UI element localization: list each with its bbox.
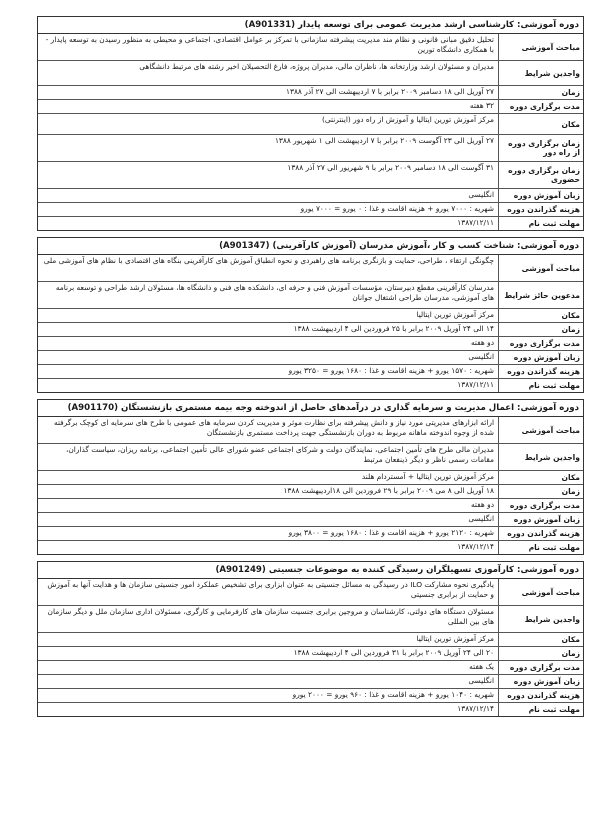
row-value: انگلیسی [468, 514, 494, 523]
row-value: مسئولان دستگاه های دولتی، کارشناسان و مروجین برابری جنسیت سازمان های کارفرمایی و کارگری، مسئولان اداری سازمان ملل و دیگر سازمان های بین المللی [47, 607, 494, 626]
row-label: زبان آموزش دوره [498, 513, 583, 526]
table-row [38, 647, 583, 661]
table-row [38, 86, 583, 100]
table-row [38, 485, 583, 499]
table-row [38, 633, 583, 647]
course-title: دوره آموزشی: اعمال مدیریت و سرمایه گذاری در درآمدهای حاصل از اندوخته وجه بیمه مستمری بازنشستگان (A901170) [38, 400, 583, 417]
row-label: هزینه گذراندن دوره [498, 527, 583, 540]
row-value: شهریه : ۱۰۴۰ یورو + هزینه اقامت و غذا : ۹۶۰ یورو = ۲۰۰۰ یورو [292, 690, 494, 699]
table-row [38, 606, 583, 633]
row-label: زبان آموزش دوره [498, 189, 583, 202]
row-label: مباحث آموزشی [498, 579, 583, 605]
row-label: هزینه گذراندن دوره [498, 365, 583, 378]
row-value: مدیران مالی طرح های تأمین اجتماعی، نمایندگان دولت و شرکای اجتماعی عضو شورای عالی تأمین اجتماعی، برنامه ریزان، سیاست گذاران، مقامات رسمی ناظر و دیگر ذینفعان مرتبط [65, 445, 494, 464]
table-row [38, 675, 583, 689]
row-value: مدرسان کارآفرینی مقطع دبیرستان، مؤسسات آموزش فنی و حرفه ای، دانشکده های فنی و دانشگاه ها، مسئولان ارشد طراحی و توسعه برنامه های آموزشی، مدرسان طراحی اشتغال جوانان [55, 283, 494, 302]
table-row [38, 203, 583, 217]
row-value: ۲۷ آوریل الی ۲۳ آگوست ۲۰۰۹ برابر با ۷ اردیبهشت الی ۱ شهریور ۱۳۸۸ [274, 136, 494, 145]
course-block [37, 16, 584, 231]
row-label: مدت برگزاری دوره [498, 337, 583, 350]
row-label: زمان [498, 647, 583, 660]
row-value: ۱۳۸۷/۱۲/۱۱ [457, 218, 494, 227]
row-label: مدت برگزاری دوره [498, 499, 583, 512]
row-value: ارائه ابزارهای مدیریتی مورد نیاز و دانش پیشرفته برای نظارت موثر و مدیریت کردن سرمایه های عمومی با طرح های سرمایه ای کوچک برگرفته شده از وجوه اندوخته ماهانه مربوط به دوران بازنشستگی جهت پرداخت مستمری بازنشستگان [53, 418, 494, 437]
table-row [38, 365, 583, 379]
row-value: شهریه : ۷۰۰۰ یورو + هزینه اقامت و غذا : ۰ یورو = ۷۰۰۰ یورو [300, 204, 494, 213]
table-row [38, 61, 583, 86]
row-label: مکان [498, 309, 583, 322]
row-value: تحلیل دقیق مبانی قانونی و نظام مند مدیریت پیشرفته سازمانی با تمرکز بر عوامل اقتصادی، اجتماعی و محیطی به منظور رسیدن به توسعه پایدار - با همکاری دانشگاه تورین [45, 35, 494, 54]
course-title: دوره آموزشی: کارآموزی تسهیلگران رسیدگی کننده به موضوعات جنسیتی (A901249) [38, 562, 583, 579]
row-value: انگلیسی [468, 190, 494, 199]
row-label: مکان [498, 471, 583, 484]
row-label: زمان برگزاری دوره حضوری [498, 162, 583, 188]
row-value: مدیران و مسئولان ارشد وزارتخانه ها، ناظران مالی، مدیران پروژه، فارغ التحصیلان اخیر رشته های مرتبط دانشگاهی [139, 62, 494, 71]
row-value: دو هفته [470, 500, 494, 509]
table-row [38, 527, 583, 541]
row-value: شهریه : ۱۵۷۰ یورو + هزینه اقامت و غذا : ۱۶۸۰ یورو = ۳۲۵۰ یورو [288, 366, 494, 375]
row-value: ۱۳۸۷/۱۲/۱۴ [457, 704, 494, 713]
course-block [37, 399, 584, 555]
row-label: هزینه گذراندن دوره [498, 203, 583, 216]
row-label: زمان [498, 485, 583, 498]
row-value: ۱۳۸۷/۱۲/۱۱ [457, 380, 494, 389]
row-value: انگلیسی [468, 676, 494, 685]
course-title: دوره آموزشی: شناخت کسب و کار ،آموزش مدرسان (آموزش کارآفرینی) (A901347) [38, 238, 583, 255]
table-row [38, 114, 583, 135]
table-row [38, 34, 583, 61]
row-label: مباحث آموزشی [498, 417, 583, 443]
document-page [37, 16, 584, 723]
table-row [38, 379, 583, 392]
table-row [38, 100, 583, 114]
table-row [38, 135, 583, 162]
row-value: یادگیری نحوه مشارکت ILO در رسیدگی به مسائل جنسیتی به عنوان ابزاری برای تشخیص عملکرد امور جنسیتی سازمان ها و هدایت آنها به آموزش و حمایت از برابری جنسیتی [47, 580, 494, 599]
row-value: انگلیسی [468, 352, 494, 361]
table-row [38, 162, 583, 189]
table-row [38, 444, 583, 471]
row-value: مرکز آموزش تورین ایتالیا [416, 634, 494, 643]
row-label: زمان برگزاری دوره از راه دور [498, 135, 583, 161]
row-label: مکان [498, 633, 583, 646]
table-row [38, 217, 583, 230]
row-label: زبان آموزش دوره [498, 675, 583, 688]
table-row [38, 499, 583, 513]
table-row [38, 337, 583, 351]
row-label: واجدین شرایط [498, 61, 583, 85]
row-value: دو هفته [470, 338, 494, 347]
table-row [38, 579, 583, 606]
table-row [38, 417, 583, 444]
row-label: واجدین شرایط [498, 444, 583, 470]
table-row [38, 189, 583, 203]
course-title: دوره آموزشی: کارشناسی ارشد مدیریت عمومی برای توسعه پایدار (A901331) [38, 17, 583, 34]
row-label: مباحث آموزشی [498, 34, 583, 60]
table-row [38, 541, 583, 554]
course-block [37, 561, 584, 717]
table-row [38, 255, 583, 282]
row-value: مرکز آموزش تورین ایتالیا و آموزش از راه دور (اینترنتی) [321, 115, 494, 124]
row-value: ۳۲ هفته [469, 101, 494, 110]
row-label: زبان آموزش دوره [498, 351, 583, 364]
row-value: شهریه : ۲۱۲۰ یورو + هزینه اقامت و غذا : ۱۶۸۰ یورو = ۳۸۰۰ یورو [288, 528, 494, 537]
table-row [38, 351, 583, 365]
row-label: مباحث آموزشی [498, 255, 583, 281]
row-value: چگونگی ارتقاء ، طراحی، حمایت و بازنگری برنامه های راهبردی و نحوه انطباق آموزش های کارآفرینی بنگاه های اقتصادی با نظام های آموزشی ملی [43, 256, 494, 265]
table-row [38, 309, 583, 323]
row-label: مهلت ثبت نام [498, 541, 583, 554]
course-block [37, 237, 584, 393]
row-value: ۲۰ الی ۲۴ آوریل ۲۰۰۹ برابر با ۳۱ فروردین الی ۴ اردیبهشت ۱۳۸۸ [293, 648, 494, 657]
row-value: ۱۴ الی ۲۴ آوریل ۲۰۰۹ برابر با ۲۵ فروردین الی ۴ اردیبهشت ۱۳۸۸ [293, 324, 494, 333]
table-row [38, 323, 583, 337]
row-value: ۱۸ آوریل الی ۸ می ۲۰۰۹ برابر با ۲۹ فروردین الی ۱۸اردیبهشت ۱۳۸۸ [283, 486, 494, 495]
table-row [38, 661, 583, 675]
row-label: واجدین شرایط [498, 606, 583, 632]
table-row [38, 703, 583, 716]
table-row [38, 513, 583, 527]
row-label: مدت برگزاری دوره [498, 100, 583, 113]
table-row [38, 471, 583, 485]
table-row [38, 689, 583, 703]
row-value: مرکز آموزش تورین ایتالیا [416, 310, 494, 319]
row-label: مهلت ثبت نام [498, 703, 583, 716]
row-label: مکان [498, 114, 583, 134]
row-value: ۱۳۸۷/۱۲/۱۴ [457, 542, 494, 551]
row-value: ۳۱ آگوست الی ۱۸ دسامبر ۲۰۰۹ برابر با ۹ شهریور الی ۲۷ آذر ۱۳۸۸ [287, 163, 494, 172]
row-label: مهلت ثبت نام [498, 217, 583, 230]
row-label: زمان [498, 86, 583, 99]
row-label: هزینه گذراندن دوره [498, 689, 583, 702]
table-row [38, 282, 583, 309]
row-label: مدت برگزاری دوره [498, 661, 583, 674]
row-label: زمان [498, 323, 583, 336]
row-label: مهلت ثبت نام [498, 379, 583, 392]
row-value: یک هفته [469, 662, 494, 671]
row-label: مدعوین حائز شرایط [498, 282, 583, 308]
row-value: مرکز آموزش تورین ایتالیا + آمستردام هلند [361, 472, 494, 481]
row-value: ۲۷ آوریل الی ۱۸ دسامبر ۲۰۰۹ برابر با ۷ اردیبهشت الی ۲۷ آذر ۱۳۸۸ [286, 87, 494, 96]
